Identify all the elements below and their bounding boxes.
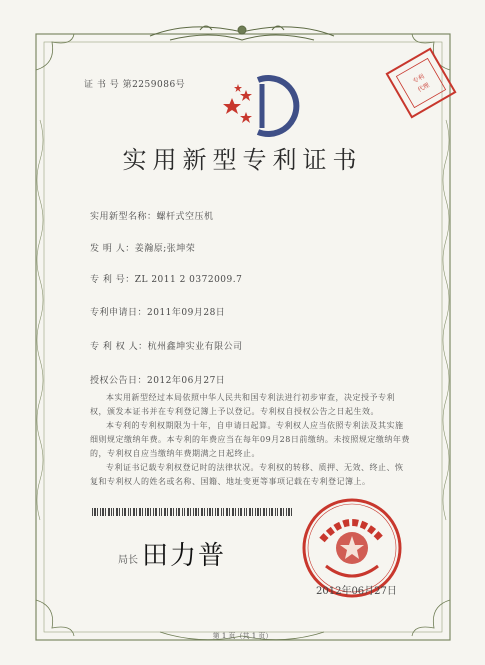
paragraph-2: 本专利的专利权期限为十年，自申请日起算。专利权人应当依照专利法及其实施细则规定缴纳年费。本专利的年费应当在每年09月28日前缴纳。未按照规定缴纳年费的，专利权自应当缴纳年费期满之日起终止。 [90, 421, 410, 458]
director-label: 局长 [118, 555, 138, 566]
inventor: 发 明 人：姜瀚原;张坤荣 [90, 244, 196, 254]
grant-date: 授权公告日：2012年06月27日 [90, 376, 226, 386]
paragraph-1: 本实用新型经过本局依照中华人民共和国专利法进行初步审查，决定授予专利权，颁发本证书并在专利登记簿上予以登记。专利权自授权公告之日起生效。 [90, 393, 395, 416]
patentee: 专 利 权 人：杭州鑫坤实业有限公司 [90, 342, 243, 352]
svg-text:专利: 专利 [411, 73, 426, 86]
director-signature: 田力普 [142, 541, 227, 571]
agency-seal-stamp [387, 49, 455, 117]
top-ornament [150, 26, 334, 40]
barcode [92, 508, 292, 516]
svg-text:代理: 代理 [416, 81, 431, 94]
patent-office-logo [223, 78, 296, 134]
page-footer: 第 1 页（共 1 页） [212, 632, 273, 640]
seal-date: 2012年06月27日 [316, 586, 397, 597]
paragraph-3: 专利证书记载专利权登记时的法律状况。专利权的转移、质押、无效、终止、恢复和专利权人的姓名或名称、国籍、地址变更等事项记载在专利登记簿上。 [90, 463, 404, 486]
corner-ornament [36, 34, 74, 70]
certificate-title: 实用新型专利证书 [122, 146, 363, 174]
patent-number: 专 利 号：ZL 2011 2 0372009.7 [90, 275, 243, 285]
certificate-number: 证 书 号 第2259086号 [84, 80, 186, 90]
application-date: 专利申请日：2011年09月28日 [90, 308, 226, 318]
utility-model-name: 实用新型名称：螺杆式空压机 [90, 212, 214, 222]
